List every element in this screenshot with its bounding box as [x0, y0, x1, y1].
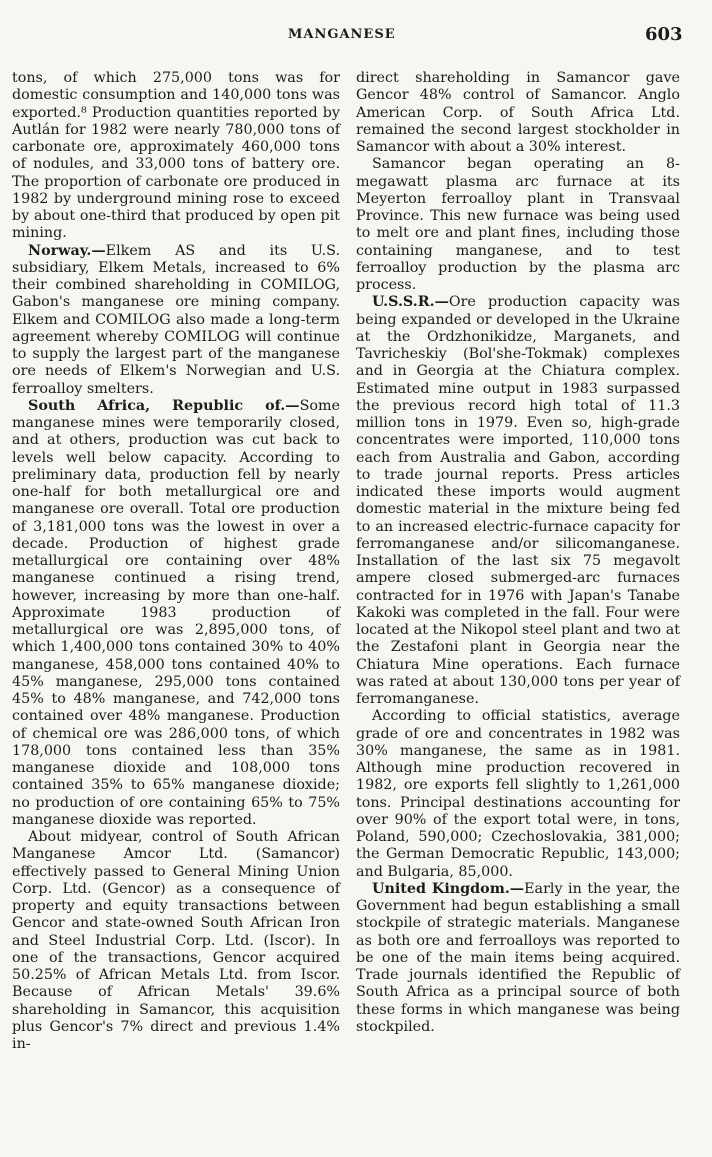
- section-heading: United Kingdom.—: [372, 880, 525, 897]
- paragraph-text: tons, of which 275,000 tons was for domestic consumption and 140,000 tons was exported.⁸ Production quantities reported by Autlán for 1982 were nearly 780,000 tons of carbonate ore, approximately 460,000 tons of nodules, and 33,000 tons of battery ore. The proportion of carbonate ore produced in 1982 by underground mining rose to exceed by about one-third that produced by open pit mining.: [12, 70, 340, 242]
- paragraph: [12, 398, 340, 829]
- page-number: 603: [645, 24, 683, 45]
- paragraph-text: Some manganese mines were temporarily closed, and at others, production was cut back to levels well below capacity. According to preliminary data, production fell by nearly one-half for both metallurgical ore and manganese ore overall. Total ore production of 3,181,000 tons was the lowest in over a decade. Production of highest grade metallurgical ore containing over 48% manganese continued a rising trend, however, increasing by more than one-half. Approximate 1983 production of metallurgical ore was 2,895,000 tons, of which 1,400,000 tons contained 30% to 40% manganese, 458,000 tons contained 40% to 45% manganese, 295,000 tons contained 45% to 48% manganese, and 742,000 tons contained over 48% manganese. Production of chemical ore was 286,000 tons, of which 178,000 tons contained less than 35% manganese dioxide and 108,000 tons contained 35% to 65% manganese dioxide; no production of ore containing 65% to 75% manganese dioxide was reported.: [12, 397, 340, 828]
- paragraph-text: Elkem AS and its U.S. subsidiary, Elkem Metals, increased to 6% their combined shareholding in COMILOG, Gabon's manganese ore mining company. Elkem and COMILOG also made a long-term agreement whereby COMILOG will continue to supply the largest part of the manganese ore needs of Elkem's Norwegian and U.S. ferroalloy smelters.: [12, 242, 340, 397]
- paragraph: [356, 881, 680, 1036]
- paragraph: [12, 243, 340, 398]
- paragraph: [12, 70, 340, 243]
- paragraph: [356, 294, 680, 708]
- paragraph-text: Samancor began operating an 8-megawatt plasma arc furnace at its Meyerton ferroalloy plant in Transvaal Province. This new furnace was being used to melt ore and plant fines, including those containing manganese, and to test ferroalloy production by the plasma arc process.: [356, 156, 680, 293]
- section-heading: U.S.S.R.—: [372, 294, 449, 311]
- paragraph: [356, 70, 680, 156]
- paragraph: [356, 708, 680, 881]
- section-heading: Norway.—: [28, 242, 106, 259]
- paragraph: [356, 156, 680, 294]
- running-title: MANGANESE: [288, 27, 396, 42]
- right-column: [356, 70, 680, 1036]
- page-header: [0, 24, 712, 48]
- paragraph-text: According to official statistics, average grade of ore and concentrates in 1982 was 30% manganese, the same as in 1981. Although mine production recovered in 1982, ore exports fell slightly to 1,261,000 tons. Principal destinations accounting for over 90% of the export total were, in tons, Poland, 590,000; Czechoslovakia, 381,000; the German Democratic Republic, 143,000; and Bulgaria, 85,000.: [356, 708, 680, 880]
- section-heading: South Africa, Republic of.—: [28, 397, 300, 414]
- left-column: [12, 70, 340, 1053]
- paragraph-text: direct shareholding in Samancor gave Gencor 48% control of Samancor. Anglo American Corp. of South Africa Ltd. remained the second largest stockholder in Samancor with about a 30% interest.: [356, 70, 680, 155]
- paragraph-text: About midyear, control of South African Manganese Amcor Ltd. (Samancor) effectively passed to General Mining Union Corp. Ltd. (Gencor) as a consequence of property and equity transactions between Gencor and state-owned South African Iron and Steel Industrial Corp. Ltd. (Iscor). In one of the transactions, Gencor acquired 50.25% of African Metals Ltd. from Iscor. Because of African Metals' 39.6% shareholding in Samancor, this acquisition plus Gencor's 7% direct and previous 1.4% in-: [12, 829, 340, 1052]
- paragraph: [12, 829, 340, 1053]
- paragraph-text: Ore production capacity was being expanded or developed in the Ukraine at the Ordzhonikidze, Marganets, and Tavricheskiy (Bol'she-Tokmak) complexes and in Georgia at the Chiatura complex. Estimated mine output in 1983 surpassed the previous record high total of 11.3 million tons in 1979. Even so, high-grade concentrates were imported, 110,000 tons each from Australia and Gabon, according to trade journal reports. Press articles indicated these imports would augment domestic material in the mixture being fed to an increased electric-furnace capacity for ferromanganese and/or silicomanganese. Installation of the last six 75 megavolt ampere closed submerged-arc furnaces contracted for in 1976 with Japan's Tanabe Kakoki was completed in the fall. Four were located at the Nikopol steel plant and two at the Zestafoni plant in Georgia near the Chiatura Mine operations. Each furnace was rated at about 130,000 tons per year of ferromanganese.: [356, 294, 680, 707]
- paragraph-text: Early in the year, the Government had begun establishing a small stockpile of strategic materials. Manganese as both ore and ferroalloys was reported to be one of the main items being acquired. Trade journals identified the Republic of South Africa as a principal source of both these forms in which manganese was being stockpiled.: [356, 880, 680, 1035]
